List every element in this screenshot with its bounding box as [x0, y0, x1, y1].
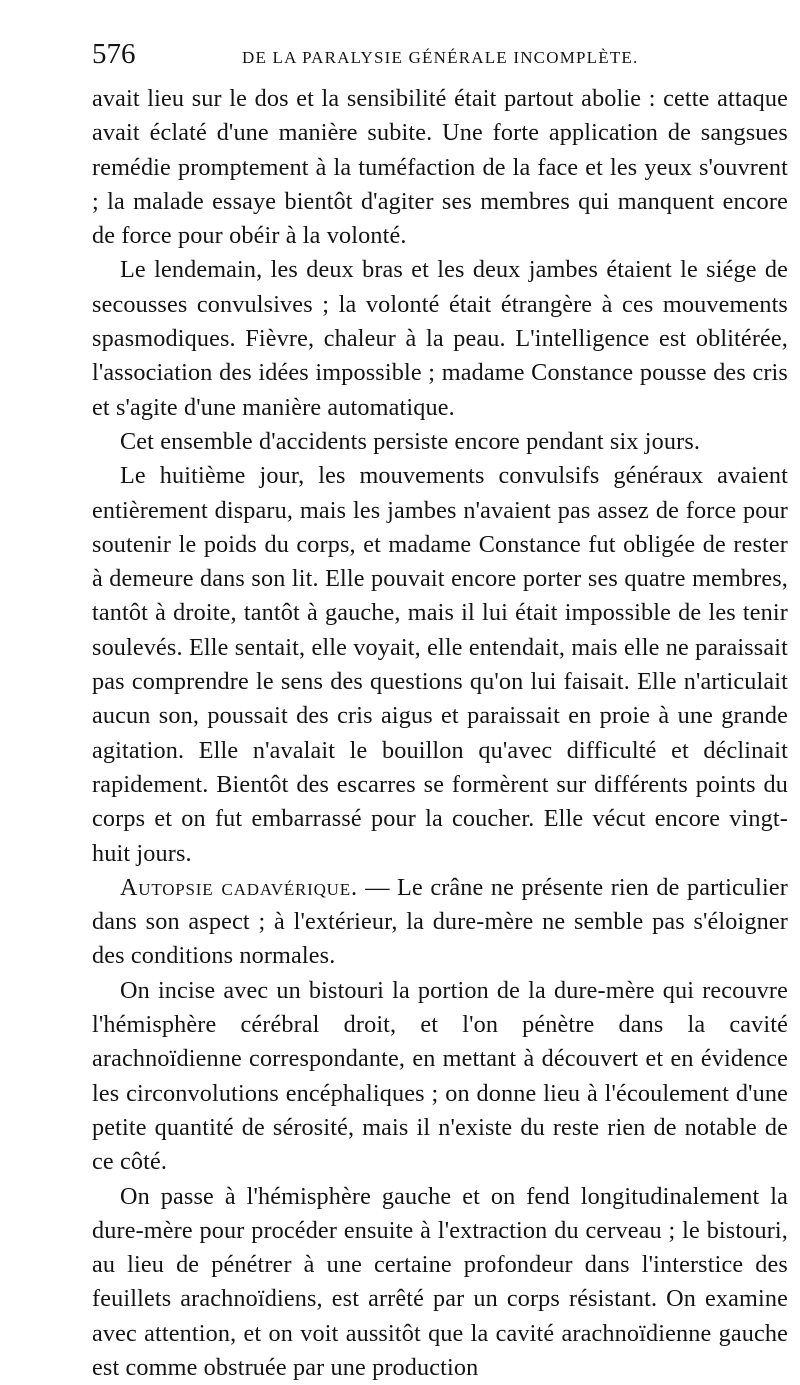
- section-lead: Autopsie cadavérique.: [120, 874, 358, 901]
- running-head: DE LA PARALYSIE GÉNÉRALE INCOMPLÈTE.: [242, 48, 638, 68]
- paragraph-6: On incise avec un bistouri la portion de la dure-mère qui recouvre l'hémisphère cérébral droit, et l'on pénètre dans la cavité arachnoïdienne correspondante, en mettant à découvert et en évidence les circonvolutions encéphaliques ; on donne lieu à l'écoulement d'une petite quantité de sérosité, mais il n'existe du reste rien de notable de ce côté.: [92, 974, 788, 1180]
- paragraph-5: [92, 871, 788, 974]
- paragraph-5-text: — Le crâne ne présente rien de particulier dans son aspect ; à l'extérieur, la dure-mère ne semble pas s'éloigner des conditions normales.: [92, 874, 788, 970]
- page-header: [92, 38, 788, 82]
- paragraph-3: Cet ensemble d'accidents persiste encore pendant six jours.: [92, 425, 788, 459]
- paragraph-4: Le huitième jour, les mouvements convulsifs généraux avaient entièrement disparu, mais les jambes n'avaient pas assez de force pour soutenir le poids du corps, et madame Constance fut obligée de rester à demeure dans son lit. Elle pouvait encore porter ses quatre membres, tantôt à droite, tantôt à gauche, mais il lui était impossible de les tenir soulevés. Elle sentait, elle voyait, elle entendait, mais elle ne paraissait pas comprendre le sens des questions qu'on lui faisait. Elle n'articulait aucun son, poussait des cris aigus et paraissait en proie à une grande agitation. Elle n'avalait le bouillon qu'avec difficulté et déclinait rapidement. Bientôt des escarres se formèrent sur différents points du corps et on fut embarrassé pour la coucher. Elle vécut encore vingt-huit jours.: [92, 459, 788, 871]
- body-text: [92, 82, 788, 1385]
- paragraph-7: On passe à l'hémisphère gauche et on fend longitudinalement la dure-mère pour procéder ensuite à l'extraction du cerveau ; le bistouri, au lieu de pénétrer à une certaine profondeur dans l'interstice des feuillets arachnoïdiens, est arrêté par un corps résistant. On examine avec attention, et on voit aussitôt que la cavité arachnoïdienne gauche est comme obstruée par une production: [92, 1180, 788, 1385]
- paragraph-2: Le lendemain, les deux bras et les deux jambes étaient le siége de secousses convulsives ; la volonté était étrangère à ces mouvements spasmodiques. Fièvre, chaleur à la peau. L'intelligence est oblitérée, l'association des idées impossible ; madame Constance pousse des cris et s'agite d'une manière automatique.: [92, 253, 788, 424]
- paragraph-1: avait lieu sur le dos et la sensibilité était partout abolie : cette attaque avait éclaté d'une manière subite. Une forte application de sangsues remédie promptement à la tuméfaction de la face et les yeux s'ouvrent ; la malade essaye bientôt d'agiter ses membres qui manquent encore de force pour obéir à la volonté.: [92, 82, 788, 253]
- page-number: 576: [92, 38, 242, 71]
